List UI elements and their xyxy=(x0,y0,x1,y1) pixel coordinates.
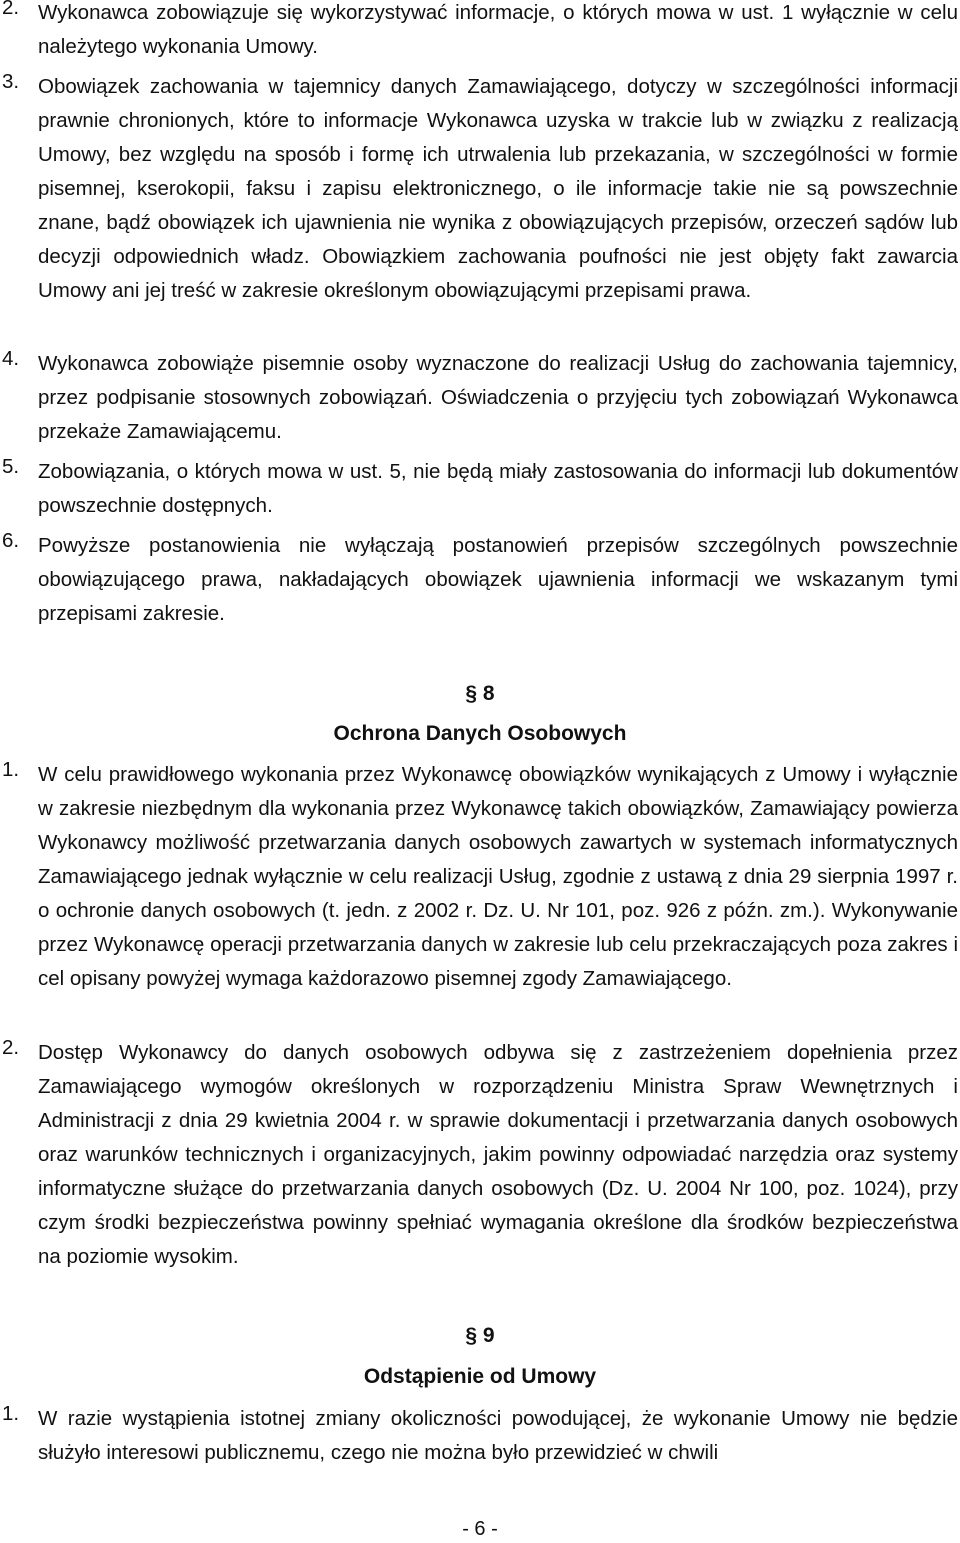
item-text: Zobowiązania, o których mowa w ust. 5, nie będą miały zastosowania do informacji lub dokumentów powszechnie dostępnych. xyxy=(38,460,958,517)
page-number: - 6 - xyxy=(462,1518,498,1540)
section-heading-title: Ochrona Danych Osobowych xyxy=(333,722,627,745)
item-number: 6. xyxy=(2,529,20,552)
item-number: 1. xyxy=(2,1402,20,1425)
list-item xyxy=(0,347,958,449)
item-number: 3. xyxy=(2,70,20,93)
list-item xyxy=(0,1402,958,1470)
list-item xyxy=(0,529,958,631)
item-number: 1. xyxy=(2,758,20,781)
list-item xyxy=(0,0,958,64)
item-text: Wykonawca zobowiąże pisemnie osoby wyznaczone do realizacji Usług do zachowania tajemnicy, przez podpisanie stosownych zobowiązań. Oświadczenia o przyjęciu tych zobowiązań Wykonawca przekaże Zamawiającemu. xyxy=(38,352,958,443)
list-item xyxy=(0,758,958,996)
item-number: 5. xyxy=(2,455,20,478)
list-item xyxy=(0,455,958,523)
list-item xyxy=(0,1036,958,1274)
section-heading-number: § 8 xyxy=(465,682,495,705)
item-text: Dostęp Wykonawcy do danych osobowych odbywa się z zastrzeżeniem dopełnienia przez Zamawiającego wymogów określonych w rozporządzeniu Ministra Spraw Wewnętrznych i Administracji z dnia 29 kwietnia 2004 r. w sprawie dokumentacji i przetwarzania danych osobowych oraz warunków technicznych i organizacyjnych, jakim powinny odpowiadać narzędzia oraz systemy informatyczne służące do przetwarzania danych osobowych (Dz. U. 2004 Nr 100, poz. 1024), przy czym środki bezpieczeństwa powinny spełniać wymagania określone dla środków bezpieczeństwa na poziomie wysokim. xyxy=(38,1041,958,1268)
item-text: W razie wystąpienia istotnej zmiany okoliczności powodującej, że wykonanie Umowy nie będzie służyło interesowi publicznemu, czego nie można było przewidzieć w chwili xyxy=(38,1407,958,1464)
item-number: 2. xyxy=(2,0,20,19)
item-text: Powyższe postanowienia nie wyłączają postanowień przepisów szczególnych powszechnie obowiązującego prawa, nakładających obowiązek ujawnienia informacji we wskazanym tymi przepisami zakresie. xyxy=(38,534,958,625)
item-number: 2. xyxy=(2,1036,20,1059)
item-text: Obowiązek zachowania w tajemnicy danych Zamawiającego, dotyczy w szczególności informacji prawnie chronionych, które to informacje Wykonawca uzyska w trakcie lub w związku z realizacją Umowy, bez względu na sposób i formę ich utrwalenia lub przekazania, w szczególności w formie pisemnej, kserokopii, faksu i zapisu elektronicznego, o ile informacje takie nie są powszechnie znane, bądź obowiązek ich ujawnienia nie wynika z obowiązujących przepisów, orzeczeń sądów lub decyzji odpowiednich władz. Obowiązkiem zachowania poufności nie jest objęty fakt zawarcia Umowy ani jej treść w zakresie określonym obowiązującymi przepisami prawa. xyxy=(38,75,958,302)
item-text: Wykonawca zobowiązuje się wykorzystywać informacje, o których mowa w ust. 1 wyłącznie w celu należytego wykonania Umowy. xyxy=(38,1,958,58)
item-number: 4. xyxy=(2,347,20,370)
section-heading-number: § 9 xyxy=(465,1324,495,1347)
section-heading-title: Odstąpienie od Umowy xyxy=(363,1365,597,1388)
item-text: W celu prawidłowego wykonania przez Wykonawcę obowiązków wynikających z Umowy i wyłącznie w zakresie niezbędnym dla wykonania przez Wykonawcę takich obowiązków, Zamawiający powierza Wykonawcy możliwość przetwarzania danych osobowych zawartych w systemach informatycznych Zamawiającego jednak wyłącznie w celu realizacji Usług, zgodnie z ustawą z dnia 29 sierpnia 1997 r. o ochronie danych osobowych (t. jedn. z 2002 r. Dz. U. Nr 101, poz. 926 z późn. zm.). Wykonywanie przez Wykonawcę operacji przetwarzania danych w zakresie lub celu przekraczających poza zakres i cel opisany powyżej wymaga każdorazowo pisemnej zgody Zamawiającego. xyxy=(38,763,958,990)
list-item xyxy=(0,70,958,308)
